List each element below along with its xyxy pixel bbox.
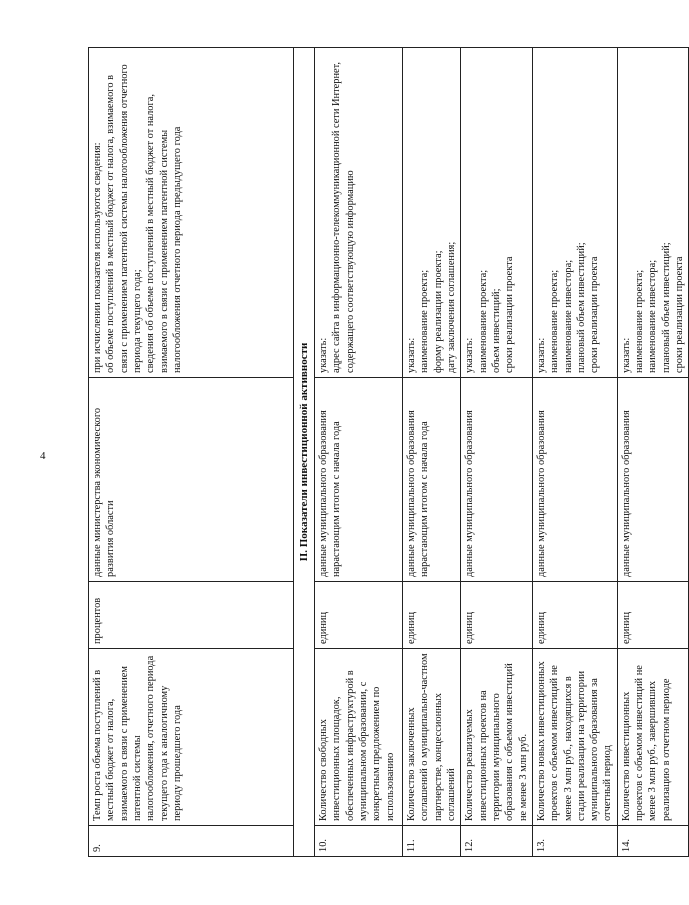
indicator-name: Количество новых инвестиционных проектов с объемом инвестиций не менее 3 млн руб., находящихся в стадии реализации на территории муниципального образования за отчетный период [532, 649, 617, 826]
note-line: дату заключения соглашения; [446, 241, 458, 373]
row-number: 14. [617, 826, 689, 857]
note-line: указать: [535, 337, 547, 373]
indicators-table [88, 47, 689, 857]
unit-of-measure: единиц [532, 582, 617, 649]
table-section [294, 48, 315, 857]
unit-of-measure: единиц [403, 582, 461, 649]
indicator-name: Количество свободных инвестиционных площадок, обеспеченных инфраструктурой в муниципальном образовании, с конкретным предложением по использованию [315, 649, 403, 826]
note-line: сроки реализации проекта [674, 256, 686, 373]
note-line: указать: [464, 337, 476, 373]
note-line: об объеме поступлений в местный бюджет от налога, взимаемого в связи с применением патентной системы налогообложения отчетного периода текущего года; [105, 64, 143, 373]
note-line: наименование проекта; [477, 269, 489, 373]
table-row [532, 48, 617, 857]
unit-of-measure: единиц [461, 582, 533, 649]
notes-cell [617, 48, 689, 378]
note-line: плановый объем инвестиций; [575, 242, 587, 373]
table-row [461, 48, 533, 857]
row-number: 10. [315, 826, 403, 857]
note-line: сроки реализации проекта [504, 256, 516, 373]
notes-cell [89, 48, 294, 378]
table-row [89, 48, 294, 857]
row-number: 13. [532, 826, 617, 857]
unit-of-measure: единиц [315, 582, 403, 649]
section-row [294, 48, 315, 857]
data-source: данные муниципального образования [617, 378, 689, 582]
note-line: форму реализации проекта; [432, 250, 444, 373]
table-row [617, 48, 689, 857]
note-line: плановый объем инвестиций; [660, 242, 672, 373]
note-line: указать: [406, 337, 418, 373]
data-source: данные муниципального образования нарастающим итогом с начала года [403, 378, 461, 582]
data-source: данные муниципального образования [532, 378, 617, 582]
note-line: сроки реализации проекта [589, 256, 601, 373]
note-line: при исчислении показателя используются сведения: [92, 142, 103, 373]
table-row [315, 48, 403, 857]
row-number: 11. [403, 826, 461, 857]
notes-cell [315, 48, 403, 378]
indicator-name: Количество инвестиционных проектов с объемом инвестиций не менее 3 млн руб., завершивших реализацию в отчетном периоде [617, 649, 689, 826]
row-number: 12. [461, 826, 533, 857]
note-line: адрес сайта в информационно-телекоммуникационной сети Интернет, содержащего соответствующую информацию [331, 62, 356, 373]
section-title: II. Показатели инвестиционной активности [294, 48, 315, 857]
data-source: данные министерства экономического развития области [89, 378, 294, 582]
rotated-table-container [88, 47, 686, 857]
unit-of-measure: процентов [89, 582, 294, 649]
data-source: данные муниципального образования нарастающим итогом с начала года [315, 378, 403, 582]
note-line: наименование проекта; [549, 269, 561, 373]
note-line: наименование инвестора; [647, 259, 659, 373]
note-line: объем инвестиций; [490, 288, 502, 373]
row-number: 9. [89, 826, 294, 857]
table-body-before [89, 48, 294, 857]
table-row [403, 48, 461, 857]
notes-cell [403, 48, 461, 378]
unit-of-measure: единиц [617, 582, 689, 649]
note-line: сведения об объеме поступлений в местный бюджет от налога, взимаемого в связи с применением патентной системы налогообложения отчетного периода предыдущего года [145, 94, 183, 373]
note-line: указать: [620, 337, 632, 373]
table-body-after [315, 48, 689, 857]
data-source: данные муниципального образования [461, 378, 533, 582]
notes-cell [532, 48, 617, 378]
note-line: наименование проекта; [419, 269, 431, 373]
note-line: наименование проекта; [634, 269, 646, 373]
note-line: наименование инвестора; [562, 259, 574, 373]
notes-cell [461, 48, 533, 378]
indicator-name: Количество заключенных соглашений о муниципально-частном партнерстве, концессионных соглашений [403, 649, 461, 826]
note-line: указать: [318, 337, 330, 373]
indicator-name: Количество реализуемых инвестиционных проектов на территории муниципального образования с объемом инвестиций не менее 3 млн руб. [461, 649, 533, 826]
indicator-name: Темп роста объема поступлений в местный бюджет от налога, взимаемого в связи с применением патентной системы налогообложения, отчетного периода текущего года к аналогичному периоду прошедшего года [89, 649, 294, 826]
page-number: 4 [40, 450, 46, 462]
